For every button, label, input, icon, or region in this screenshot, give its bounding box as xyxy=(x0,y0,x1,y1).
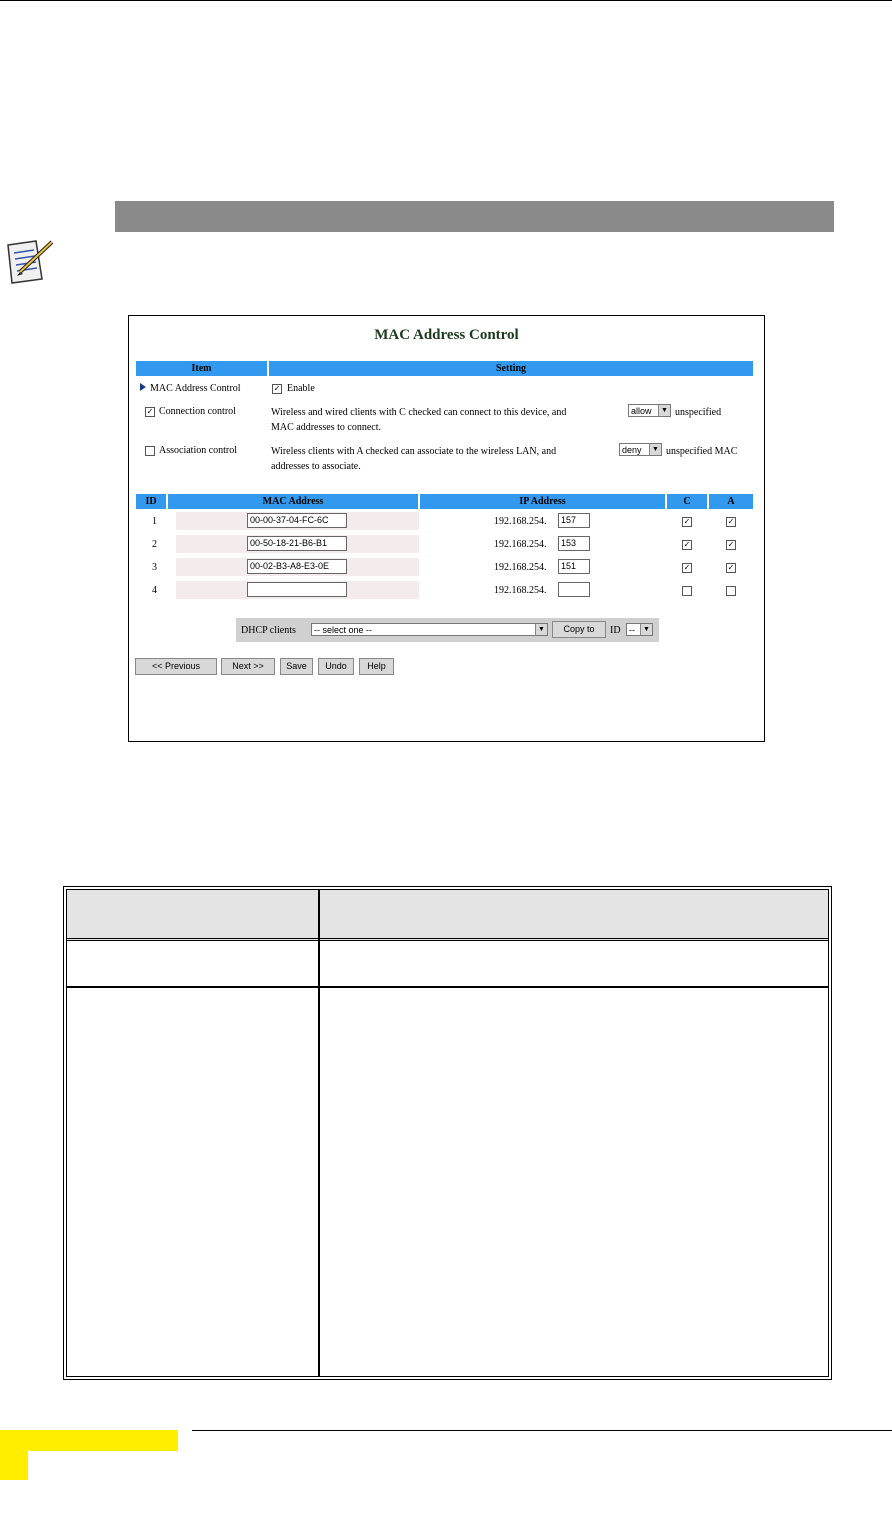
section-bar xyxy=(115,201,834,232)
row-id: 1 xyxy=(152,516,157,527)
dhcp-label: DHCP clients xyxy=(241,625,296,636)
chevron-down-icon: ▼ xyxy=(535,624,547,635)
table-header-row xyxy=(67,890,828,941)
header-item: Item xyxy=(136,361,267,376)
ip-prefix: 192.168.254. xyxy=(494,539,547,550)
c-checkbox[interactable] xyxy=(682,586,692,596)
association-text-2: unspecified MAC xyxy=(666,446,738,457)
arrow-right-icon xyxy=(140,383,146,391)
help-button[interactable]: Help xyxy=(359,658,394,675)
col-id: ID xyxy=(136,494,166,509)
dhcp-client-value: -- select one -- xyxy=(314,625,373,635)
connection-control-label: Connection control xyxy=(159,406,236,417)
id-select-value: -- xyxy=(629,625,635,635)
mac-input[interactable]: 00-00-37-04-FC-6C xyxy=(247,513,347,528)
association-text-3: addresses to associate. xyxy=(271,461,361,472)
mac-control-label: MAC Address Control xyxy=(150,383,241,394)
row-divider xyxy=(67,986,828,988)
panel-title: MAC Address Control xyxy=(374,327,519,343)
association-control-checkbox[interactable] xyxy=(145,446,155,456)
chevron-down-icon: ▼ xyxy=(658,405,670,416)
col-ip: IP Address xyxy=(420,494,665,509)
parameter-table xyxy=(63,886,832,1380)
col-mac: MAC Address xyxy=(168,494,418,509)
connection-policy-select[interactable] xyxy=(628,404,671,417)
next-button[interactable]: Next >> xyxy=(221,658,275,675)
mac-input[interactable]: 00-02-B3-A8-E3-0E xyxy=(247,559,347,574)
ip-input[interactable]: 157 xyxy=(558,513,590,528)
c-checkbox[interactable]: ✓ xyxy=(683,517,691,526)
a-checkbox[interactable]: ✓ xyxy=(727,540,735,549)
connection-text-3: MAC addresses to connect. xyxy=(271,422,381,433)
dhcp-client-select[interactable] xyxy=(311,623,548,636)
association-control-label: Association control xyxy=(159,445,238,456)
ip-prefix: 192.168.254. xyxy=(494,516,547,527)
a-checkbox[interactable]: ✓ xyxy=(727,563,735,572)
mac-input[interactable] xyxy=(247,582,347,597)
ip-prefix: 192.168.254. xyxy=(494,585,547,596)
ip-input[interactable]: 151 xyxy=(558,559,590,574)
footer-rule xyxy=(192,1430,892,1431)
ip-input[interactable]: 153 xyxy=(558,536,590,551)
parameter-table-inner xyxy=(66,889,829,1377)
top-rule xyxy=(0,0,892,1)
footer-yellow-tab-vertical xyxy=(0,1430,28,1480)
chevron-down-icon: ▼ xyxy=(649,444,661,455)
c-checkbox[interactable]: ✓ xyxy=(683,540,691,549)
row-id: 2 xyxy=(152,539,157,550)
mac-input[interactable]: 00-50-18-21-B6-B1 xyxy=(247,536,347,551)
enable-checkbox[interactable]: ✓ xyxy=(273,384,281,393)
mac-address-control-panel xyxy=(128,315,765,742)
enable-label: Enable xyxy=(287,383,315,394)
ip-input[interactable] xyxy=(558,582,590,597)
a-checkbox[interactable]: ✓ xyxy=(727,517,735,526)
column-divider xyxy=(318,890,320,1376)
undo-button[interactable]: Undo xyxy=(318,658,354,675)
chevron-down-icon: ▼ xyxy=(640,624,652,635)
row-id: 4 xyxy=(152,585,157,596)
connection-policy-value: allow xyxy=(631,406,652,416)
header-setting: Setting xyxy=(269,361,753,376)
ip-prefix: 192.168.254. xyxy=(494,562,547,573)
previous-button[interactable]: << Previous xyxy=(135,658,217,675)
note-pencil-icon xyxy=(6,239,58,285)
c-checkbox[interactable]: ✓ xyxy=(683,563,691,572)
a-checkbox[interactable] xyxy=(726,586,736,596)
id-label: ID xyxy=(610,625,621,636)
association-policy-value: deny xyxy=(622,445,642,455)
col-c: C xyxy=(667,494,707,509)
copy-to-button[interactable]: Copy to xyxy=(552,621,606,638)
row-id: 3 xyxy=(152,562,157,573)
save-button[interactable]: Save xyxy=(280,658,313,675)
id-select[interactable] xyxy=(626,623,653,636)
connection-text: Wireless and wired clients with C checked can connect to this device, and xyxy=(271,407,567,418)
connection-control-checkbox[interactable]: ✓ xyxy=(146,407,154,416)
col-a: A xyxy=(709,494,753,509)
association-policy-select[interactable] xyxy=(619,443,662,456)
connection-text-2: unspecified xyxy=(675,407,722,418)
association-text: Wireless clients with A checked can associate to the wireless LAN, and xyxy=(271,446,557,457)
